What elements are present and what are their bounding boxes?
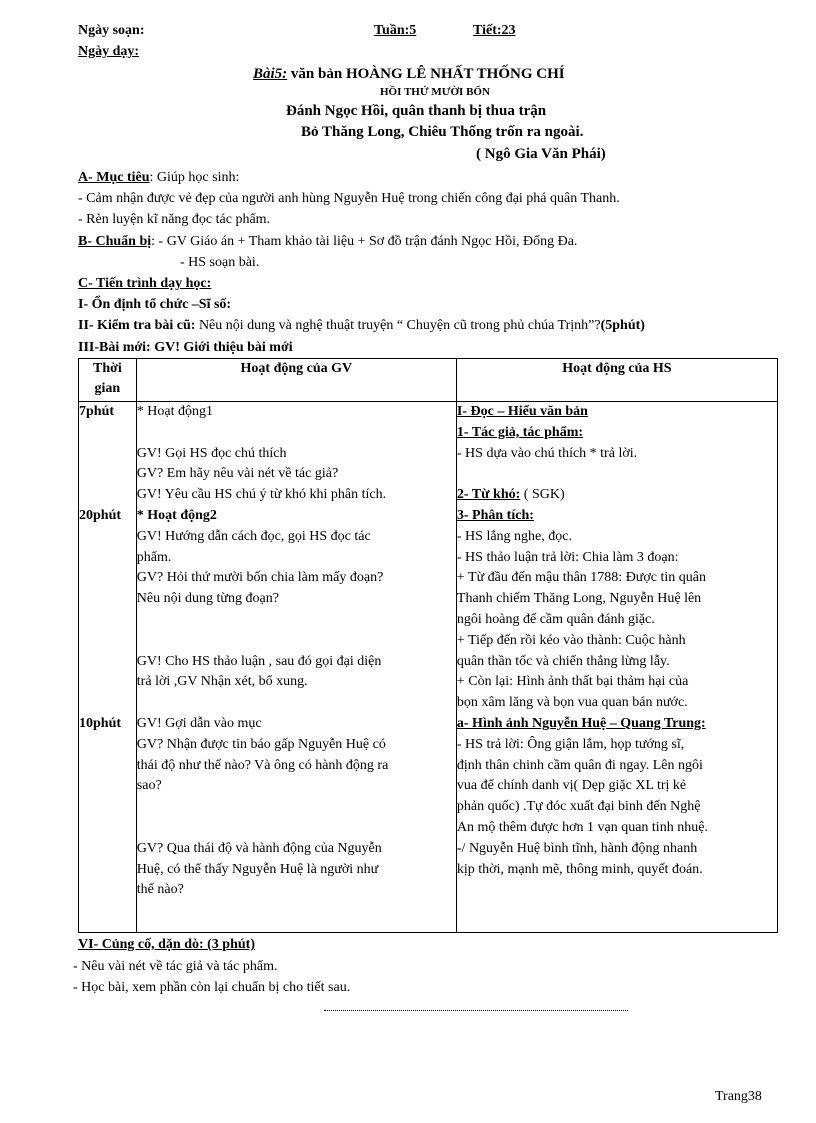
hs-line	[457, 818, 777, 839]
dotted-separator	[324, 1004, 628, 1011]
step-2	[78, 316, 645, 336]
time-cell: 7phút	[79, 404, 115, 419]
section-b-line-2: - HS soạn bài.	[180, 255, 260, 270]
gv-line: sao?	[136, 778, 162, 794]
time-cell	[79, 880, 136, 901]
hs-line	[457, 610, 777, 631]
hs-line	[457, 402, 777, 423]
time-cell	[79, 839, 136, 860]
section-c-heading: C- Tiến trình dạy học:	[78, 276, 212, 291]
hs-line-text: a- Hình ảnh Nguyễn Huệ – Quang Trung:	[456, 715, 706, 731]
gv-line	[137, 423, 456, 444]
gv-line: Huệ, có thể thấy Nguyễn Huệ là người như	[136, 861, 379, 877]
time-cell: 10phút	[79, 715, 122, 731]
gv-line: * Hoạt động2	[136, 507, 217, 523]
time-cell	[79, 797, 136, 818]
hs-line-extra: ( SGK)	[520, 487, 565, 503]
ngay-day-label: Ngày dạy:	[78, 44, 140, 59]
time-cell	[79, 735, 136, 756]
time-cell	[79, 423, 136, 444]
gv-line: * Hoạt động1	[136, 404, 214, 419]
ngay-soan-label: Ngày soạn:	[78, 23, 145, 38]
hs-line	[457, 568, 777, 589]
time-cell	[79, 672, 136, 693]
lesson-name: văn bản HOÀNG LÊ NHẤT THỐNG CHÍ	[287, 66, 565, 82]
hs-line-text: 2- Từ khó:	[456, 487, 521, 503]
hs-line	[457, 735, 777, 756]
gv-line: GV? Qua thái độ và hành động của Nguyễn	[136, 840, 382, 856]
hs-line-text: ngôi hoàng đế cầm quân đánh giặc.	[456, 611, 655, 627]
time-cell	[79, 860, 136, 881]
hs-line	[457, 444, 777, 465]
lesson-number: Bài5:	[253, 66, 288, 82]
gv-line	[137, 610, 456, 631]
hs-line-text: + Từ đầu đến mậu thân 1788: Được tin quân	[456, 570, 707, 586]
hs-line	[457, 797, 777, 818]
gv-line	[137, 818, 456, 839]
time-cell	[79, 631, 136, 652]
step-2-time: (5phút)	[600, 318, 645, 333]
hs-line	[457, 693, 777, 714]
section-b-heading: B- Chuẩn bị	[78, 234, 152, 249]
section-a	[78, 168, 239, 188]
chapter-title: HỒI THỨ MƯỜI BỐN	[380, 86, 490, 98]
hs-line-text: - HS lắng nghe, đọc.	[456, 528, 572, 544]
hs-line	[457, 506, 777, 527]
hs-line	[457, 589, 777, 610]
hs-line-text: An mộ thêm được hơn 1 vạn quan tinh nhuệ.	[456, 819, 708, 835]
section-a-item-1: - Cảm nhận được vẻ đẹp của người anh hùng Nguyễn Huệ trong chiến công đại phá quân Thanh.	[78, 191, 620, 206]
time-cell	[79, 568, 136, 589]
lesson-plan-table	[78, 358, 778, 933]
hs-line-text: kịp thời, mạnh mẽ, thông minh, quyết đoán.	[456, 861, 703, 877]
time-column	[79, 402, 137, 933]
hs-line-text: - HS trả lời: Ông giận lắm, họp tướng sĩ,	[456, 736, 685, 752]
gv-line: GV? Hỏi thứ mười bốn chia làm mấy đoạn?	[136, 570, 384, 586]
hs-line	[457, 860, 777, 881]
header-hs: Hoạt động của HS	[456, 359, 777, 402]
gv-list	[137, 402, 456, 922]
gv-line: phẩm.	[136, 549, 172, 565]
time-cell	[79, 464, 136, 485]
tiet-label: Tiết:23	[473, 23, 516, 38]
time-cell	[79, 610, 136, 631]
gv-line: thế nào?	[136, 882, 184, 898]
hs-line	[457, 423, 777, 444]
time-cell	[79, 485, 136, 506]
gv-line	[137, 797, 456, 818]
gv-line: GV! Gợi dẫn vào mục	[136, 715, 262, 731]
step-1: I- Ổn định tổ chức –Sĩ số:	[78, 297, 232, 312]
time-cell	[79, 776, 136, 797]
gv-column	[136, 402, 456, 933]
hs-line	[457, 839, 777, 860]
time-cell	[79, 548, 136, 569]
hs-line-text: định thân chinh cầm quân đi ngay. Lên ngôi	[456, 757, 703, 773]
step-2-text: Nêu nội dung và nghệ thuật truyện “ Chuyện cũ trong phủ chúa Trịnh”?	[195, 318, 601, 333]
gv-line: GV! Yêu cầu HS chú ý từ khó khi phân tích.	[136, 487, 387, 503]
hs-line	[457, 485, 777, 506]
chapter-subtitle-1: Đánh Ngọc Hồi, quân thanh bị thua trận	[286, 103, 547, 119]
hs-line-text: 1- Tác giả, tác phẩm:	[456, 424, 584, 440]
section-a-heading: A- Mục tiêu	[78, 170, 150, 185]
gv-line	[137, 693, 456, 714]
gv-line: Nêu nội dung từng đoạn?	[136, 591, 279, 607]
hs-line-text: + Tiếp đến rồi kéo vào thành: Cuộc hành	[456, 632, 686, 648]
tuan-label: Tuần:5	[374, 23, 417, 38]
hs-line	[457, 464, 777, 485]
time-cell	[79, 818, 136, 839]
table-body-row	[79, 402, 778, 933]
gv-line: GV? Em hãy nêu vài nét về tác giả?	[136, 466, 339, 482]
hs-line	[457, 901, 777, 922]
time-cell	[79, 693, 136, 714]
hs-line-text: vua để chính danh vị( Dẹp giặc XL trị kẻ	[456, 778, 687, 794]
table-header-row	[79, 359, 778, 402]
hs-line-text: 3- Phân tích:	[456, 507, 534, 523]
gv-line: GV! Gọi HS đọc chú thích	[136, 445, 287, 461]
time-list	[79, 402, 136, 922]
lesson-title	[253, 66, 565, 83]
section-b	[78, 232, 577, 252]
hs-line-text: bọn xâm lăng và bọn vua quan bán nước.	[456, 695, 688, 711]
hs-line	[457, 548, 777, 569]
section-a-item-2: - Rèn luyện kĩ năng đọc tác phẩm.	[78, 212, 271, 227]
section-vi-heading: VI- Củng cố, dặn dò: (3 phút)	[78, 937, 255, 952]
header-time: Thời gian	[79, 359, 137, 402]
step-2-label: II- Kiểm tra bài cũ:	[78, 318, 196, 333]
section-a-intro: : Giúp học sinh:	[149, 170, 240, 185]
step-3: III-Bài mới: GV! Giới thiệu bài mới	[78, 340, 293, 355]
page-number: Trang38	[715, 1089, 762, 1104]
time-cell	[79, 901, 136, 922]
hs-line-text: Thanh chiếm Thăng Long, Nguyễn Huệ lên	[456, 591, 702, 607]
time-cell	[79, 527, 136, 548]
hs-line	[457, 672, 777, 693]
gv-line: trả lời ,GV Nhận xét, bổ xung.	[136, 674, 308, 690]
hs-line-text: - HS dựa vào chú thích * trả lời.	[456, 445, 638, 461]
hs-column	[456, 402, 777, 933]
time-cell: 20phút	[79, 507, 122, 523]
hs-line-text: I- Đọc – Hiểu văn bản	[456, 404, 588, 419]
header-gv: Hoạt động của GV	[136, 359, 456, 402]
hs-line	[457, 652, 777, 673]
hs-line	[457, 631, 777, 652]
gv-line: thái độ như thế nào? Và ông có hành động ra	[136, 757, 389, 773]
gv-line	[137, 901, 456, 922]
hs-line-text: phản quốc) .Tự đóc xuất đại binh đến Nghệ	[456, 799, 701, 815]
time-cell	[79, 589, 136, 610]
hs-line-text: + Còn lại: Hình ảnh thất bại thảm hại của	[456, 674, 689, 690]
section-vi-item-1: - Nêu vài nét về tác giả và tác phẩm.	[73, 959, 278, 974]
section-vi-item-2: - Học bài, xem phần còn lại chuẩn bị cho tiết sau.	[73, 980, 351, 995]
hs-line	[457, 776, 777, 797]
time-cell	[79, 444, 136, 465]
hs-line-text: quân thần tốc và chiến thắng lừng lẫy.	[456, 653, 670, 669]
gv-line: GV! Hướng dẫn cách đọc, gọi HS đọc tác	[136, 528, 371, 544]
hs-line	[457, 880, 777, 901]
hs-line	[457, 714, 777, 735]
time-cell	[79, 652, 136, 673]
hs-line-text: -/ Nguyễn Huệ bình tĩnh, hành động nhanh	[456, 840, 698, 856]
section-b-line-1: : - GV Giáo án + Tham khảo tài liệu + Sơ đồ trận đánh Ngọc Hồi, Đống Đa.	[151, 234, 578, 249]
gv-line: GV? Nhận được tin báo gấp Nguyễn Huệ có	[136, 736, 386, 752]
author: ( Ngô Gia Văn Phái)	[476, 146, 606, 162]
time-cell	[79, 756, 136, 777]
hs-line	[457, 527, 777, 548]
gv-line: GV! Cho HS thảo luận , sau đó gọi đại diện	[136, 653, 382, 669]
hs-line	[457, 756, 777, 777]
hs-list	[457, 402, 777, 922]
chapter-subtitle-2: Bỏ Thăng Long, Chiêu Thống trốn ra ngoài.	[301, 124, 584, 140]
gv-line	[137, 631, 456, 652]
hs-line-text: - HS thảo luận trả lời: Chia làm 3 đoạn:	[456, 549, 679, 565]
